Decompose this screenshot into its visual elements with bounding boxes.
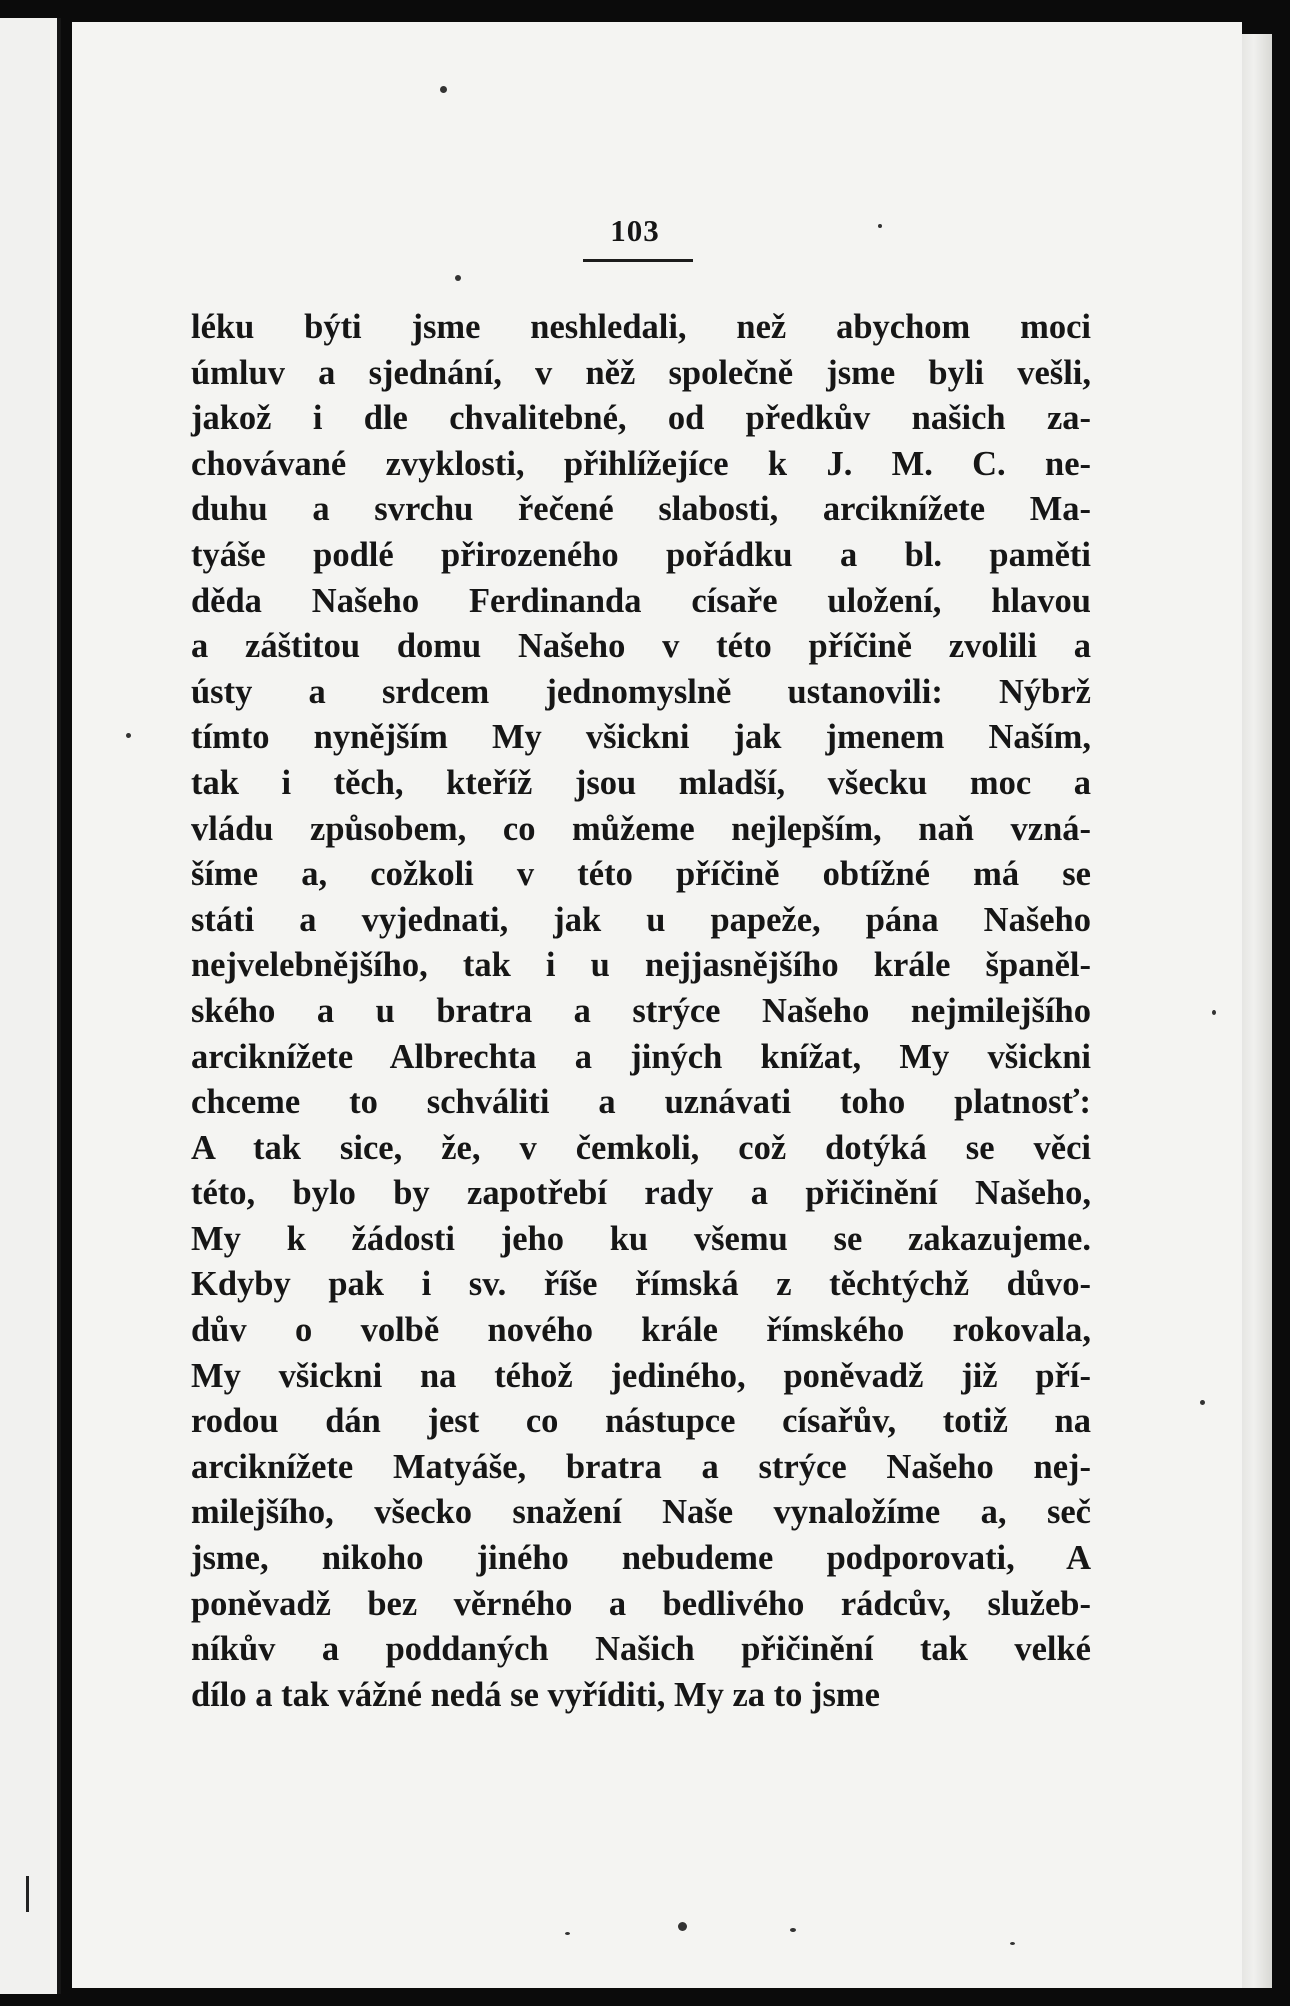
text-line: a záštitou domu Našeho v této příčině zvolili a [191,627,1091,666]
text-line: níkův a poddaných Našich přičinění tak velké [191,1630,1091,1669]
page-number: 103 [610,213,660,248]
text-line: této, bylo by zapotřebí rady a přičinění Našeho, [191,1174,1091,1213]
text-line: My k žádosti jeho ku všemu se zakazujeme. [191,1219,1091,1258]
print-speck [1010,1942,1015,1945]
spine-mark [26,1876,29,1912]
text-line: poněvadž bez věrného a bedlivého rádcův, služeb- [191,1584,1091,1623]
text-line: ústy a srdcem jednomyslně ustanovili: Nýbrž [191,672,1091,711]
print-speck [440,86,447,93]
text-line: tyáše podlé přirozeného pořádku a bl. paměti [191,535,1091,574]
text-line: ského a u bratra a strýce Našeho nejmilejšího [191,991,1091,1030]
print-speck [1200,1400,1205,1405]
text-line: dův o volbě nového krále římského rokovala, [191,1311,1091,1350]
text-line: jsme, nikoho jiného nebudeme podporovati, A [191,1539,1091,1578]
text-line: A tak sice, že, v čemkoli, což dotýká se věci [191,1128,1091,1167]
text-line: dílo a tak vážné nedá se vyříditi, My za to jsme [191,1675,880,1714]
text-line: rodou dán jest co nástupce císařův, totiž na [191,1402,1091,1441]
text-line: chceme to schváliti a uznávati toho platnosť: [191,1083,1091,1122]
text-line: My všickni na téhož jediného, poněvadž již pří- [191,1356,1091,1395]
text-line: duhu a svrchu řečené slabosti, arciknížete Ma- [191,490,1091,529]
print-speck [678,1922,687,1931]
page-fore-edge [1242,34,1272,1988]
text-line: tímto nynějším My všickni jak jmenem Naším, [191,718,1091,757]
text-line: chovávané zvyklosti, přihlížejíce k J. M. C. ne- [191,444,1091,483]
page-number-rule [583,259,693,262]
text-line: léku býti jsme neshledali, než abychom moci [191,308,1091,346]
text-line: nejvelebnějšího, tak i u nejjasnějšího krále španěl- [191,946,1091,985]
body-text [191,305,1091,1718]
text-line: vládu způsobem, co můžeme nejlepším, naň vzná- [191,809,1091,848]
text-line: jakož i dle chvalitebné, od předkův našich za- [191,399,1091,438]
text-line: státi a vyjednati, jak u papeže, pána Našeho [191,900,1091,939]
print-speck [126,733,131,738]
text-line: milejšího, všecko snažení Naše vynaložíme a, seč [191,1493,1091,1532]
text-line: děda Našeho Ferdinanda císaře uložení, hlavou [191,581,1091,620]
text-line: tak i těch, kteříž jsou mladší, všecku moc a [191,763,1091,802]
print-speck [565,1932,570,1935]
print-speck [878,224,882,228]
text-line: úmluv a sjednání, v něž společně jsme byli vešli, [191,353,1091,392]
left-page-edge [0,18,61,1994]
print-speck [790,1928,796,1932]
text-line: Kdyby pak i sv. říše římská z těchtýchž důvo- [191,1265,1091,1304]
print-speck [455,275,461,281]
text-line: šíme a, cožkoli v této příčině obtížné má se [191,855,1091,894]
text-line: arciknížete Matyáše, bratra a strýce Našeho nej- [191,1447,1091,1486]
text-line: arciknížete Albrechta a jiných knížat, My všickni [191,1037,1091,1076]
print-speck [1212,1010,1216,1015]
